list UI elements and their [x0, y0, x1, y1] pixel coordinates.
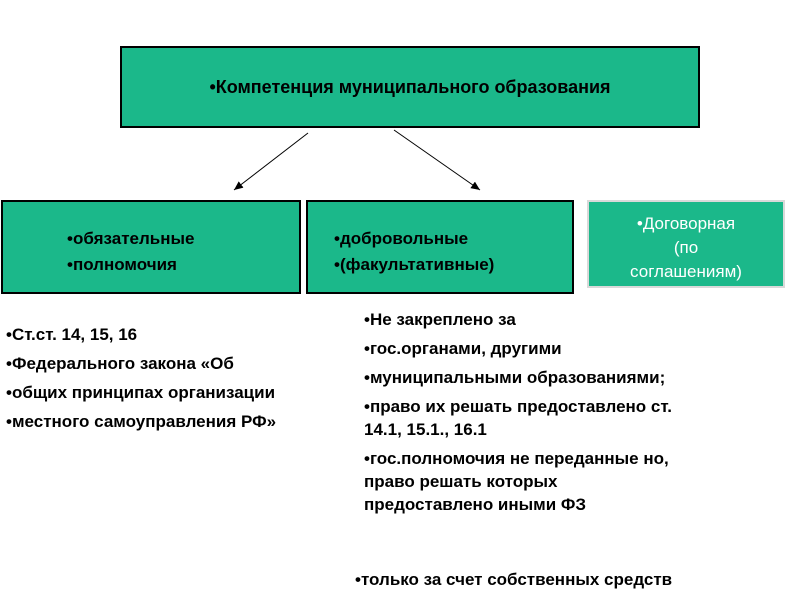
competence-label: •Компетенция муниципального образования: [209, 76, 611, 97]
list-item: •Ст.ст. 14, 15, 16: [6, 325, 138, 344]
mandatory-powers-box: [1, 200, 301, 294]
voluntary-powers-box: [306, 200, 574, 294]
mandatory-line-1: •обязательные: [67, 229, 195, 248]
contract-line-3: соглашениям): [630, 262, 742, 281]
funding-note: •только за счет собственных средств: [355, 570, 673, 589]
legal-basis-list: [6, 320, 276, 436]
list-item: •общих принципах организации: [6, 383, 276, 402]
mandatory-line-2: •полномочия: [67, 255, 177, 274]
list-item: •право их решать предоставлено ст.: [364, 397, 672, 416]
list-item-continuation: 14.1, 15.1., 16.1: [364, 420, 487, 439]
list-item: •муниципальными образованиями;: [364, 368, 666, 387]
contract-line-2: (по: [673, 238, 699, 257]
arrow-to-voluntary: [394, 130, 480, 190]
list-item-continuation: предоставлено иными ФЗ: [364, 495, 587, 514]
competence-box: [120, 46, 700, 128]
voluntary-line-1: •добровольные: [334, 229, 469, 248]
arrow-to-mandatory: [234, 133, 308, 190]
contract-line-1: •Договорная: [636, 214, 736, 233]
list-item: •Федерального закона «Об: [6, 354, 234, 373]
voluntary-description-list: [364, 308, 672, 516]
list-item: •местного самоуправления РФ»: [6, 412, 277, 431]
list-item-continuation: право решать которых: [364, 472, 558, 491]
list-item: •гос.полномочия не переданные но,: [364, 449, 669, 468]
voluntary-line-2: •(факультативные): [334, 255, 495, 274]
list-item: •гос.органами, другими: [364, 339, 562, 358]
list-item: •Не закреплено за: [364, 310, 516, 329]
contractual-powers-box: [587, 200, 785, 288]
